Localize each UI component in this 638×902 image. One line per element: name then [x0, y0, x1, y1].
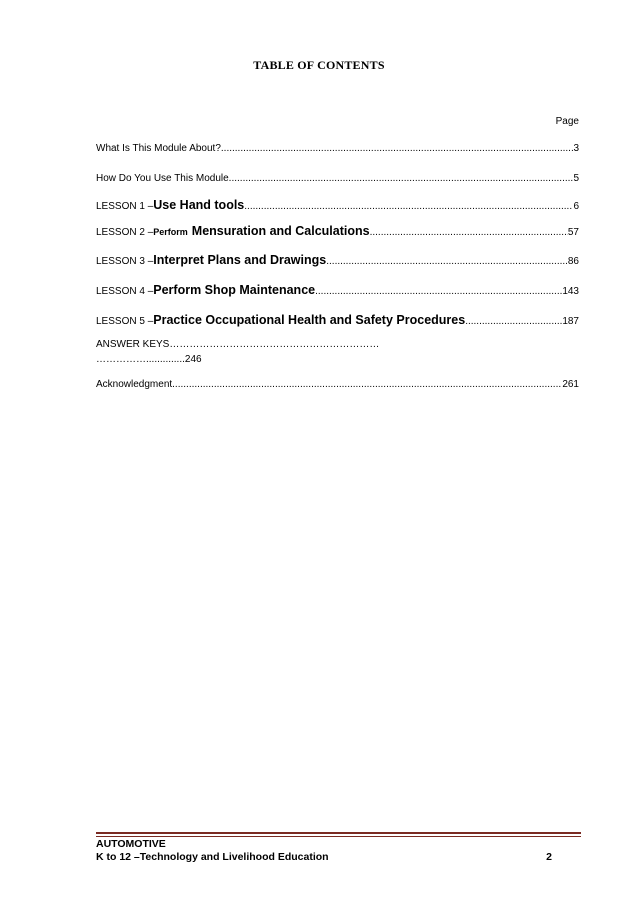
toc-entry-label: LESSON 4 –: [96, 286, 154, 297]
dot-leader: [221, 143, 574, 154]
toc-entry-lesson-2[interactable]: [96, 224, 579, 238]
toc-entry[interactable]: [96, 143, 579, 154]
toc-entry-page: 57: [567, 227, 579, 238]
toc-entry-page: 5: [573, 173, 579, 184]
dot-leader: [172, 379, 562, 390]
dot-leader: [244, 201, 573, 212]
dot-leader: [315, 286, 562, 297]
footer-page-number: 2: [546, 851, 552, 863]
toc-entry-topic: Perform Shop Maintenance: [153, 283, 316, 297]
dot-leader: [370, 227, 568, 238]
dot-leader: [229, 173, 574, 184]
toc-entry-lesson-4[interactable]: [96, 283, 579, 297]
toc-entry-page: 86: [567, 256, 579, 267]
toc-entry-page: 187: [562, 316, 579, 327]
toc-entry-page: 261: [562, 379, 579, 390]
toc-entry-lesson-5[interactable]: [96, 313, 579, 327]
toc-entry-label: How Do You Use This Module: [96, 173, 229, 184]
dot-leader: [326, 256, 568, 267]
toc-entry-lesson-3[interactable]: [96, 253, 579, 267]
toc-entry-label: What Is This Module About?: [96, 143, 221, 154]
toc-entry-topic: Interpret Plans and Drawings: [153, 253, 327, 267]
toc-entry-topic: Practice Occupational Health and Safety Procedures: [153, 313, 466, 327]
page-column-label: Page: [555, 116, 579, 127]
toc-entry-lesson-1[interactable]: [96, 198, 579, 212]
dot-leader: [465, 316, 562, 327]
toc-entry[interactable]: [96, 173, 579, 184]
toc-entry-topic: Mensuration and Calculations: [191, 224, 370, 238]
footer-divider-thin: [96, 836, 581, 837]
toc-entry-label: LESSON 2 –: [96, 227, 154, 238]
footer-divider: [96, 832, 581, 834]
toc-entry-page: 6: [573, 201, 579, 212]
toc-entry-label: LESSON 3 –: [96, 256, 154, 267]
toc-entry-answer-keys-page: ……………..............246: [96, 354, 202, 365]
toc-entry-acknowledgment[interactable]: [96, 379, 579, 390]
toc-entry-label: Acknowledgment: [96, 379, 173, 390]
toc-entry-answer-keys[interactable]: ANSWER KEYS………………………………………………………: [96, 339, 380, 350]
footer-subject: AUTOMOTIVE: [96, 838, 166, 850]
page-title: TABLE OF CONTENTS: [253, 58, 385, 72]
toc-entry-verb: Perform: [153, 227, 188, 237]
footer-course: K to 12 –Technology and Livelihood Education: [96, 851, 329, 863]
toc-entry-page: 3: [573, 143, 579, 154]
toc-entry-topic: Use Hand tools: [153, 198, 245, 212]
toc-entry-page: 143: [562, 286, 579, 297]
toc-entry-label: LESSON 1 –: [96, 201, 154, 212]
footer-course-line: [96, 851, 552, 863]
toc-entry-label: LESSON 5 –: [96, 316, 154, 327]
